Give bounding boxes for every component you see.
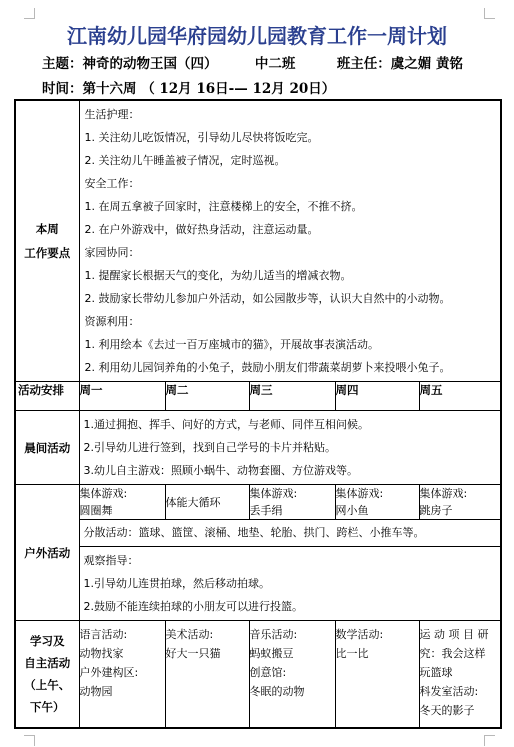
activity-name: 玩篮球 — [419, 666, 453, 679]
study-cell — [419, 621, 501, 729]
day-header: 周一 — [79, 382, 165, 411]
activity-name: 动物园 — [79, 685, 113, 698]
guide-content — [79, 547, 501, 621]
label-line: 工作要点 — [24, 246, 71, 260]
label-line: 学习及 — [30, 634, 65, 648]
game-cell — [165, 485, 249, 520]
list-item: 3.幼儿自主游戏：照顾小蜗牛、动物套圈、方位游戏等。 — [83, 464, 358, 477]
activity-type: 户外建构区: — [79, 666, 139, 679]
list-item: 1. 在周五拿被子回家时，注意楼梯上的安全，不推不挤。 — [84, 200, 363, 213]
list-item: 2.鼓励不能连续拍球的小朋友可以进行投篮。 — [83, 600, 303, 613]
week-points-label — [15, 100, 79, 382]
activity-name: 动物找家 — [79, 647, 124, 660]
game-type: 集体游戏: — [419, 487, 468, 500]
day-header: 周五 — [419, 382, 501, 411]
list-item: 2. 鼓励家长带幼儿参加户外活动，如公园散步等，认识大自然中的小动物。 — [84, 292, 451, 305]
study-cell — [79, 621, 165, 729]
game-type: 集体游戏: — [79, 487, 128, 500]
list-item: 1. 利用绘本《去过一百万座城市的猫》，开展故事表演活动。 — [84, 338, 379, 351]
weekly-plan-table — [14, 99, 502, 729]
game-cell — [79, 485, 165, 520]
activity-type: 创意馆: — [249, 666, 287, 679]
study-row — [15, 621, 501, 729]
scatter-activity: 分散活动：篮球、篮筐、滚桶、地垫、轮胎、拱门、跨栏、小推车等。 — [79, 520, 501, 547]
document-title: 江南幼儿园华府园幼儿园教育工作一周计划 — [67, 24, 447, 48]
activity-name: 好大一只猫 — [165, 647, 221, 660]
day-header: 周四 — [335, 382, 419, 411]
week-points-row — [15, 100, 501, 382]
list-item: 2. 利用幼儿园饲养角的小兔子，鼓励小朋友们带蔬菜胡萝卜来投喂小兔子。 — [84, 361, 451, 374]
label-line: （上午、 — [24, 678, 71, 692]
outdoor-label: 户外活动 — [15, 485, 79, 621]
activity-type: 究：我会这样 — [419, 647, 486, 660]
activity-name: 冬天的影子 — [419, 704, 475, 717]
page-corner-mark — [484, 8, 495, 19]
study-cell — [165, 621, 249, 729]
schedule-label: 活动安排 — [15, 382, 79, 411]
outdoor-scatter-row — [15, 520, 501, 547]
class-name: 中二班 — [254, 56, 296, 72]
theme-line — [42, 52, 463, 72]
list-item: 1.引导幼儿连贯拍球，然后移动拍球。 — [83, 577, 270, 590]
list-item: 1.通过拥抱、挥手、问好的方式，与老师、同伴互相问候。 — [83, 418, 369, 431]
page-corner-mark — [24, 735, 35, 746]
study-label — [15, 621, 79, 729]
list-item: 2. 关注幼儿午睡盖被子情况，定时巡视。 — [84, 154, 286, 167]
activity-name: 蚂蚁搬豆 — [249, 647, 294, 660]
theme-text: 主题：神奇的动物王国（四） — [42, 56, 218, 72]
list-item: 2.引导幼儿进行签到，找到自己学号的卡片并粘贴。 — [83, 441, 336, 454]
study-cell — [335, 621, 419, 729]
study-cell — [249, 621, 335, 729]
activity-name: 比一比 — [335, 647, 369, 660]
section-heading: 资源利用： — [84, 315, 140, 328]
day-header: 周三 — [249, 382, 335, 411]
activity-type: 语言活动: — [79, 628, 128, 641]
activity-type: 美术活动: — [165, 628, 214, 641]
day-header: 周二 — [165, 382, 249, 411]
list-item: 1. 提醒家长根据天气的变化，为幼儿适当的增减衣物。 — [84, 269, 352, 282]
list-item: 1. 关注幼儿吃饭情况，引导幼儿尽快将饭吃完。 — [84, 131, 319, 144]
label-line: 自主活动 — [24, 656, 71, 670]
schedule-row — [15, 382, 501, 411]
label-line: 下午） — [30, 700, 65, 714]
game-type: 集体游戏: — [249, 487, 298, 500]
time-line: 时间：第十六周 （ 12月 16日-— 12月 20日） — [42, 81, 336, 97]
label-line: 本周 — [35, 222, 59, 236]
game-name: 跳房子 — [419, 504, 453, 517]
morning-content — [79, 411, 501, 485]
game-name: 网小鱼 — [335, 504, 369, 517]
section-heading: 安全工作： — [84, 177, 140, 190]
activity-type: 运 动 项 目 研 — [419, 628, 489, 641]
section-heading: 生活护理： — [84, 108, 140, 121]
morning-label: 晨间活动 — [15, 411, 79, 485]
section-heading: 家园协同： — [84, 246, 140, 259]
week-points-content — [79, 100, 501, 382]
page-corner-mark — [484, 735, 495, 746]
page-corner-mark — [24, 8, 35, 19]
activity-type: 科发室活动: — [419, 685, 479, 698]
outdoor-guide-row — [15, 547, 501, 621]
game-name: 体能大循环 — [165, 495, 221, 509]
activity-name: 冬眠的动物 — [249, 685, 305, 698]
game-cell — [249, 485, 335, 520]
section-heading: 观察指导： — [83, 554, 139, 567]
game-cell — [419, 485, 501, 520]
game-name: 丢手绢 — [249, 504, 283, 517]
game-cell — [335, 485, 419, 520]
outdoor-games-row — [15, 485, 501, 520]
game-name: 圆圈舞 — [79, 504, 113, 517]
game-type: 集体游戏: — [335, 487, 384, 500]
list-item: 2. 在户外游戏中，做好热身活动，注意运动量。 — [84, 223, 319, 236]
morning-row — [15, 411, 501, 485]
teacher-text: 班主任：虞之媚 黄铭 — [336, 56, 464, 72]
activity-type: 数学活动: — [335, 628, 384, 641]
activity-type: 音乐活动: — [249, 628, 298, 641]
